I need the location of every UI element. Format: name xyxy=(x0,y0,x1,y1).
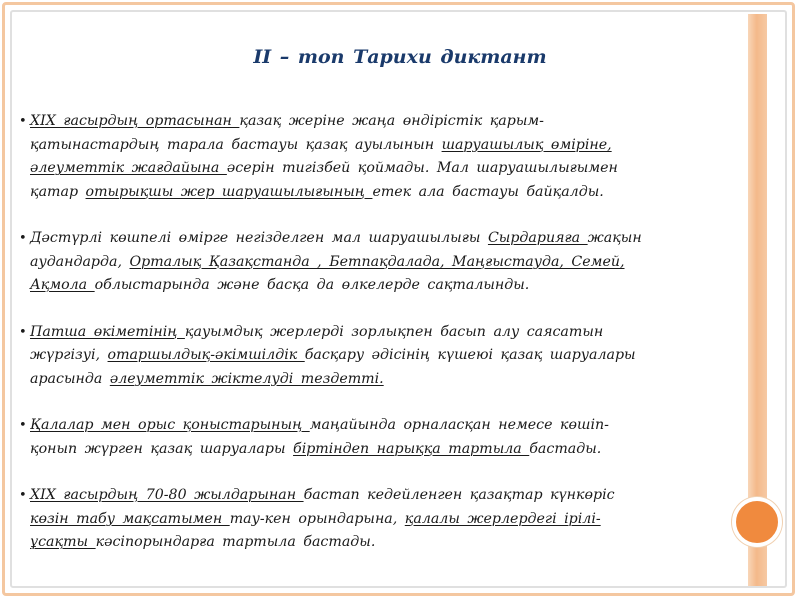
bullet-paragraph xyxy=(19,110,722,204)
text-segment: басқару әдісінің күшеюі қазақ шаруалары xyxy=(304,347,636,363)
text-segment: маңайында орналасқан немесе көшіп- xyxy=(309,417,609,433)
text-segment: жақын xyxy=(587,230,642,246)
bullet-dot-icon: • xyxy=(19,114,27,129)
underlined-text: XIX ғасырдың 70-80 жылдарынан xyxy=(30,487,304,503)
text-segment: бастап кедейленген қазақтар күнкөріс xyxy=(303,487,615,503)
paragraph-line xyxy=(30,110,722,134)
bullet-paragraph xyxy=(19,414,722,461)
underlined-text: әлеуметтік жағдайына xyxy=(30,160,227,176)
paragraph-line xyxy=(30,484,722,508)
bullet-dot-icon: • xyxy=(19,488,27,503)
paragraph-line xyxy=(30,321,722,345)
text-segment: қатар xyxy=(30,183,86,200)
underlined-text: Патша өкіметінің xyxy=(30,323,185,340)
paragraph-line xyxy=(30,438,722,462)
paragraph-line xyxy=(30,227,722,251)
slide-body xyxy=(19,110,722,578)
underlined-text: Ақмола xyxy=(30,277,95,293)
paragraph-line xyxy=(30,368,722,392)
underlined-text: қалалы жерлердегі ірілі- xyxy=(404,510,601,527)
underlined-text: отырықшы жер шаруашылығының xyxy=(85,183,373,200)
underlined-text: Қалалар мен орыс қоныстарының xyxy=(30,417,310,433)
slide-title: II – топ Тарихи диктант xyxy=(253,46,547,68)
bullet-paragraph xyxy=(19,484,722,555)
underlined-text: біртіндеп нарыққа тартыла xyxy=(293,440,530,457)
text-segment: бастады. xyxy=(529,440,602,457)
paragraph-line xyxy=(30,274,722,298)
underlined-text: XIX ғасырдың ортасынан xyxy=(30,113,240,129)
paragraph-line xyxy=(30,134,722,158)
bullet-dot-icon: • xyxy=(19,418,27,433)
paragraph-line xyxy=(30,414,722,438)
paragraph-line xyxy=(30,344,722,368)
bullet-dot-icon: • xyxy=(19,231,27,246)
underlined-text: әлеуметтік жіктелуді тездетті. xyxy=(109,370,384,387)
text-segment: қонып жүрген қазақ шаруалары xyxy=(30,440,294,457)
text-segment: тау-кен орындарына, xyxy=(229,510,405,527)
underlined-text: Сырдарияға xyxy=(487,230,588,246)
paragraph-line xyxy=(30,508,722,532)
text-segment: арасында xyxy=(30,370,110,387)
paragraph-line xyxy=(30,531,722,555)
text-segment: әсерін тигізбей қоймады. Мал шаруашылығымен xyxy=(226,160,618,176)
underlined-text: шаруашылық өміріне, xyxy=(441,136,612,153)
bullet-paragraph xyxy=(19,321,722,392)
paragraph-line xyxy=(30,157,722,181)
text-segment: етек ала бастауы байқалды. xyxy=(372,183,604,200)
text-segment: Дәстүрлі көшпелі өмірге негізделген мал шаруашылығы xyxy=(30,230,488,246)
underlined-text: ұсақты xyxy=(30,534,96,550)
bullet-dot-icon: • xyxy=(19,324,27,340)
text-segment: облыстарында және басқа да өлкелерде сақталынды. xyxy=(94,277,530,293)
text-segment: қатынастардың тарала бастауы қазақ ауылынын xyxy=(30,136,442,153)
text-segment: кәсіпорындарға тартыла бастады. xyxy=(95,534,376,550)
text-segment: жүргізуі, xyxy=(30,347,108,363)
paragraph-line xyxy=(30,251,722,275)
text-segment: қазақ жеріне жаңа өндірістік қарым- xyxy=(239,113,544,129)
underlined-text: отаршылдық-әкімшілдік xyxy=(107,347,305,363)
text-segment: аудандарда, xyxy=(30,253,130,270)
bullet-paragraph xyxy=(19,227,722,298)
text-segment: қауымдық жерлерді зорлықпен басып алу саясатын xyxy=(184,323,604,340)
underlined-text: Орталық Қазақстанда , Бетпақдалада, Маңғыстауда, Семей, xyxy=(129,253,625,270)
paragraph-line xyxy=(30,181,722,205)
decorative-circle-icon xyxy=(732,497,782,547)
underlined-text: көзін табу мақсатымен xyxy=(30,510,230,527)
